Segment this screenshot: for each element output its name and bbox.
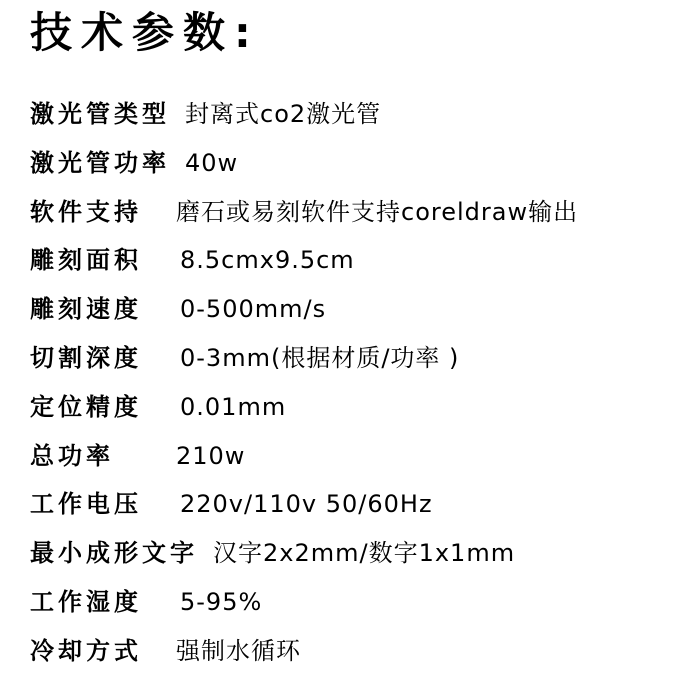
spec-row-cooling-method	[30, 635, 680, 684]
spec-value: 220v/110v 50/60Hz	[180, 490, 433, 519]
spec-value: 40w	[185, 148, 239, 177]
spec-label: 激光管类型	[30, 100, 170, 128]
spec-row-engraving-speed	[30, 293, 680, 342]
spec-row-working-voltage	[30, 488, 680, 537]
spec-label: 定位精度	[30, 392, 142, 421]
spec-value: 8.5cmx9.5cm	[180, 246, 355, 275]
spec-value: 0.01mm	[180, 392, 287, 421]
page-title: 技术参数:	[30, 8, 260, 57]
spec-label: 冷却方式	[30, 636, 142, 665]
spec-row-minimum-text-size	[30, 537, 680, 586]
spec-row-laser-tube-power	[30, 147, 680, 196]
spec-value: 0-3mm(根据材质/功率 )	[180, 343, 460, 372]
spec-value: 5-95%	[180, 587, 263, 616]
spec-label: 最小成形文字	[30, 539, 198, 568]
spec-value: 汉字2x2mm/数字1x1mm	[213, 539, 516, 568]
spec-label: 工作湿度	[30, 587, 142, 616]
spec-value: 磨石或易刻软件支持coreldraw输出	[176, 197, 579, 226]
spec-row-working-humidity	[30, 586, 680, 635]
spec-row-cutting-depth	[30, 342, 680, 391]
spec-row-laser-tube-type	[30, 98, 680, 147]
spec-row-total-power	[30, 440, 680, 489]
spec-label: 雕刻面积	[30, 246, 142, 275]
spec-list	[30, 98, 680, 684]
spec-row-positioning-accuracy	[30, 391, 680, 440]
spec-row-software-support	[30, 196, 680, 245]
spec-label: 工作电压	[30, 490, 142, 519]
spec-label: 雕刻速度	[30, 295, 142, 324]
spec-row-engraving-area	[30, 244, 680, 293]
spec-value: 强制水循环	[176, 636, 301, 665]
spec-label: 切割深度	[30, 343, 142, 372]
spec-value: 210w	[176, 441, 246, 470]
spec-label: 总功率	[30, 441, 114, 470]
spec-value: 0-500mm/s	[180, 295, 327, 324]
spec-label: 激光管功率	[30, 148, 170, 177]
spec-label: 软件支持	[30, 197, 142, 226]
spec-value: 封离式co2激光管	[185, 100, 382, 128]
